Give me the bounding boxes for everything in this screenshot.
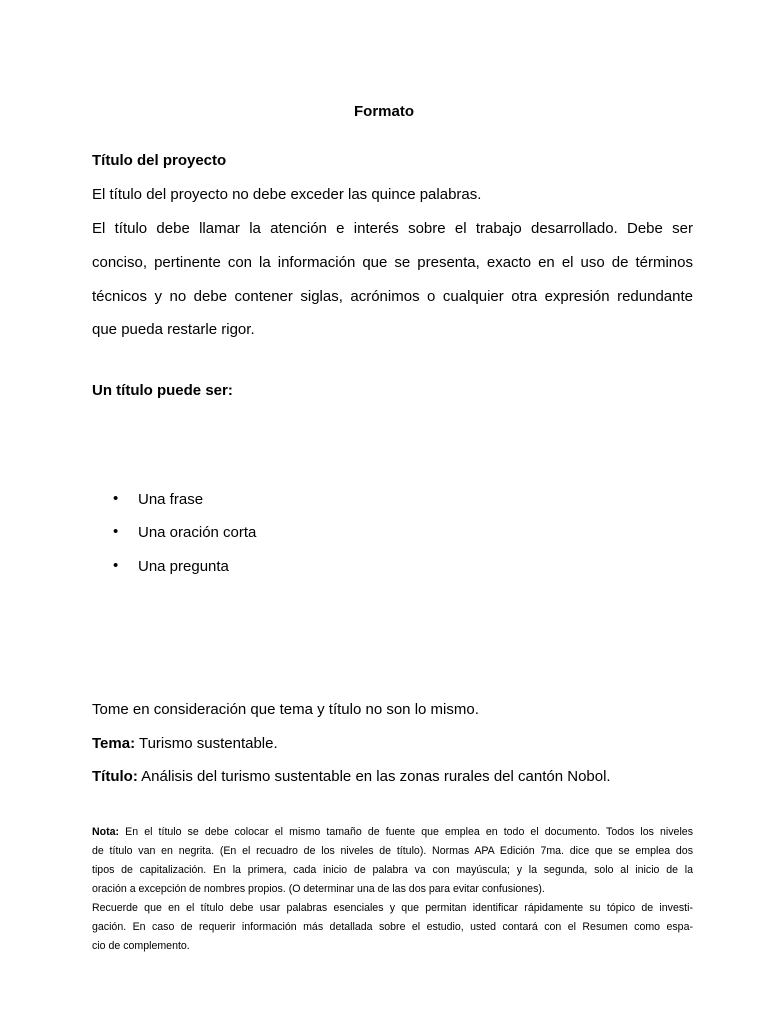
paragraph-line-1: El título debe llamar la atención e interés sobre el trabajo desarrollado. Debe ser (92, 220, 693, 237)
note-line: gación. En caso de requerir información más detallada sobre el estudio, usted contará con el Resumen como espa- (92, 921, 693, 933)
page-heading: Formato (354, 103, 414, 120)
bullet-marker: • (113, 557, 119, 574)
paragraph-line-2: conciso, pertinente con la información que se presenta, exacto en el uso de términos (92, 254, 693, 271)
note-block (92, 823, 693, 956)
note-label: Nota: (92, 826, 120, 838)
tema-value: Turismo sustentable. (135, 735, 278, 752)
titulo-line (92, 768, 611, 785)
list-item: Una oración corta (138, 524, 257, 541)
note-line: tipos de capitalización. En la primera, cada inicio de palabra va con mayúscula; y la segunda, solo al inicio de la (92, 864, 693, 876)
titulo-value: Análisis del turismo sustentable en las zonas rurales del cantón Nobol. (137, 768, 611, 785)
note-line: oración a excepción de nombres propios. (O determinar una de las dos para evitar confusiones). (92, 883, 545, 895)
list-heading: Un título puede ser: (92, 382, 233, 399)
titulo-label: Título: (92, 768, 138, 785)
list-item: Una pregunta (138, 558, 229, 575)
paragraph-line-4: que pueda restarle rigor. (92, 321, 255, 338)
bullet-marker: • (113, 523, 119, 540)
section-title: Título del proyecto (92, 152, 227, 169)
consideration-line: Tome en consideración que tema y título no son lo mismo. (92, 701, 479, 718)
note-line (92, 823, 693, 842)
note-line: Recuerde que en el título debe usar palabras esenciales y que permitan identificar rápidamente su tópico de investi- (92, 902, 693, 914)
tema-label: Tema: (92, 735, 136, 752)
note-line: cio de complemento. (92, 940, 190, 952)
tema-line (92, 735, 278, 752)
intro-line: El título del proyecto no debe exceder las quince palabras. (92, 186, 482, 203)
note-line-text: En el título se debe colocar el mismo tamaño de fuente que emplea en todo el documento. Todos los niveles (119, 826, 693, 838)
list-item: Una frase (138, 491, 204, 508)
paragraph-line-3: técnicos y no debe contener siglas, acrónimos o cualquier otra expresión redundante (92, 288, 693, 305)
note-line: de título van en negrita. (En el recuadro de los niveles de título). Normas APA Edición 7ma. dice que se emplea dos (92, 845, 693, 857)
bullet-marker: • (113, 490, 119, 507)
